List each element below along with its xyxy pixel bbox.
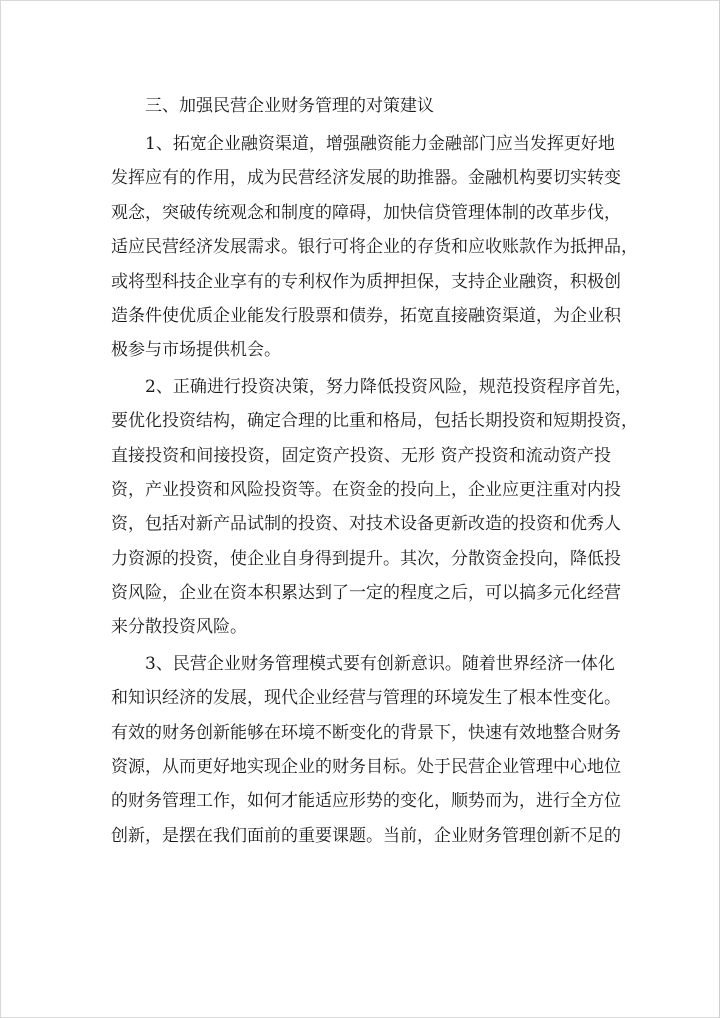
paragraph-line: 要优化投资结构，确定合理的比重和格局，包括长期投资和短期投资， xyxy=(111,411,638,432)
paragraph-3 xyxy=(111,647,621,853)
paragraph-line: 适应民营经济发展需求。银行可将企业的存货和应收账款作为抵押品， xyxy=(111,237,638,258)
paragraph-line: 创新，是摆在我们面前的重要课题。当前，企业财务管理创新不足的 xyxy=(111,825,621,846)
paragraph-line: 来分散投资风险。 xyxy=(111,617,247,638)
paragraph-line: 力资源的投资，使企业自身得到提升。其次，分散资金投向，降低投 xyxy=(111,548,621,569)
paragraph-line: 直接投资和间接投资，固定资产投资、无形 资产投资和流动资产投 xyxy=(111,445,611,466)
document-body xyxy=(111,89,638,853)
paragraph-line: 3、民营企业财务管理模式要有创新意识。随着世界经济一体化 xyxy=(145,653,615,674)
paragraph-line: 极参与市场提供机会。 xyxy=(111,340,281,361)
paragraph-line: 2、正确进行投资决策，努力降低投资风险，规范投资程序首先， xyxy=(145,376,632,397)
paragraph-2 xyxy=(111,370,638,645)
paragraph-line: 发挥应有的作用，成为民营经济发展的助推器。金融机构要切实转变 xyxy=(111,168,621,189)
paragraph-line: 的财务管理工作，如何才能适应形势的变化，顺势而为，进行全方位 xyxy=(111,791,621,812)
paragraph-line: 和知识经济的发展，现代企业经营与管理的环境发生了根本性变化。 xyxy=(111,688,621,709)
paragraph-1 xyxy=(111,127,638,368)
paragraph-line: 有效的财务创新能够在环境不断变化的背景下，快速有效地整合财务 xyxy=(111,722,621,743)
paragraph-line: 资，包括对新产品试制的投资、对技术设备更新改造的投资和优秀人 xyxy=(111,514,621,535)
section-heading: 三、加强民营企业财务管理的对策建议 xyxy=(145,96,434,116)
paragraph-line: 资源，从而更好地实现企业的财务目标。处于民营企业管理中心地位 xyxy=(111,757,621,778)
paragraph-line: 1、拓宽企业融资渠道，增强融资能力金融部门应当发挥更好地 xyxy=(145,134,615,154)
paragraph-line: 资，产业投资和风险投资等。在资金的投向上，企业应更注重对内投 xyxy=(111,479,621,500)
paragraph-line: 造条件使优质企业能发行股票和债券，拓宽直接融资渠道，为企业积 xyxy=(111,305,621,326)
paragraph-line: 资风险，企业在资本积累达到了一定的程度之后，可以搞多元化经营 xyxy=(111,583,621,604)
paragraph-line: 或将型科技企业享有的专利权作为质押担保，支持企业融资，积极创 xyxy=(111,271,621,292)
paragraph-line: 观念，突破传统观念和制度的障碍，加快信贷管理体制的改革步伐， xyxy=(111,202,621,223)
